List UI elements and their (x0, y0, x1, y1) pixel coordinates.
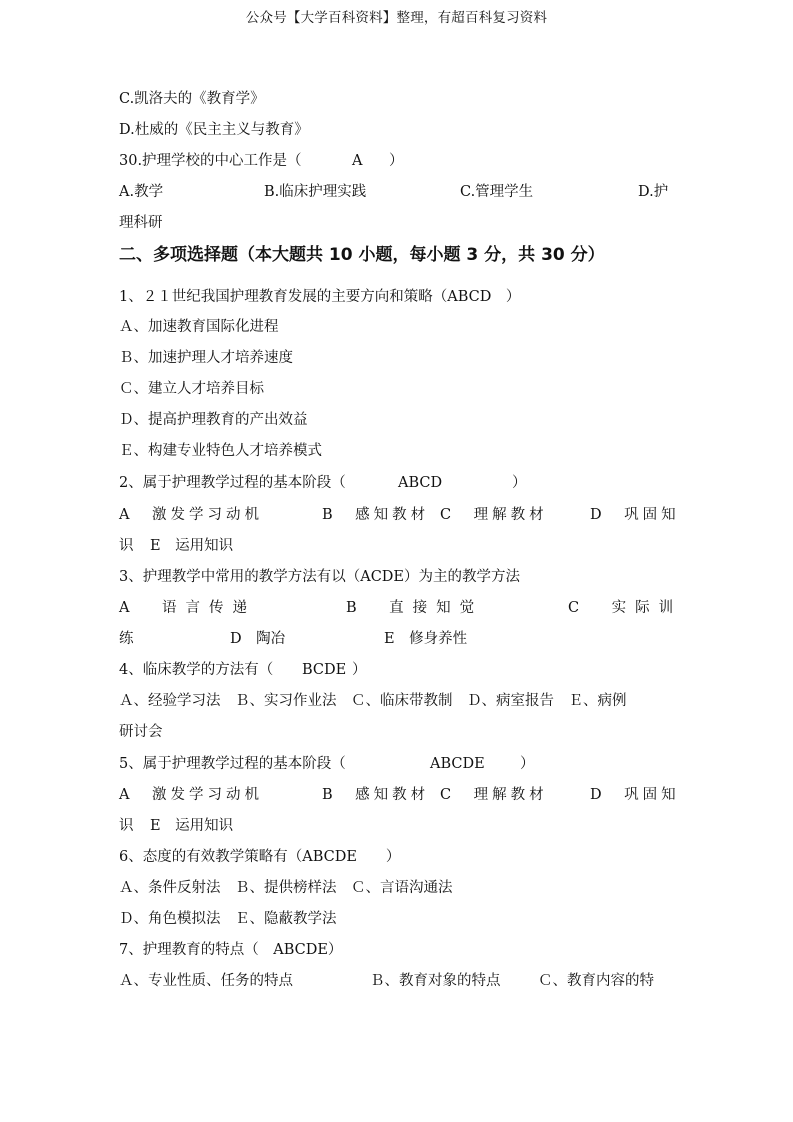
q5-option-a: A 激发学习动机 (119, 787, 263, 803)
section-title-multiple-choice: 二、多项选择题（本大题共 10 小题，每小题 3 分，共 30 分） (119, 245, 605, 265)
q3-option-c: C 实际训 (568, 600, 683, 616)
q5-option-e: E 运用知识 (150, 818, 234, 834)
q2-option-a: A 激发学习动机 (119, 507, 263, 523)
q1-stem: 1、２１世纪我国护理教育发展的主要方向和策略（ABCD ） (119, 289, 521, 305)
q3-option-d: D 陶冶 (230, 631, 286, 647)
q6-options-line1: Ａ、条件反射法 Ｂ、提供榜样法 Ｃ、言语沟通法 (119, 880, 453, 896)
q7-option-a: Ａ、专业性质、任务的特点 (119, 973, 293, 989)
q1-option-a: Ａ、加速教育国际化进程 (119, 319, 279, 335)
q2-option-d-continued: 识 (119, 538, 134, 554)
q5-close: ） (520, 756, 535, 772)
q4-stem: 4、临床教学的方法有（ (119, 662, 274, 678)
q3-option-c-continued: 练 (119, 631, 134, 647)
q7-option-c: Ｃ、教育内容的特 (538, 973, 654, 989)
q30-option-d: D.护 (638, 184, 669, 200)
q5-stem: 5、属于护理教学过程的基本阶段（ (119, 756, 346, 772)
q6-options-line2: Ｄ、角色模拟法 Ｅ、隐蔽教学法 (119, 911, 337, 927)
q5-option-c: C 理解教材 (440, 787, 548, 803)
q3-option-a: A 语言传递 (119, 600, 256, 616)
q1-option-d: Ｄ、提高护理教育的产出效益 (119, 412, 308, 428)
q3-option-b: B 直接知觉 (346, 600, 484, 616)
q30-option-b: B.临床护理实践 (264, 184, 367, 200)
q2-option-d: D 巩固知 (590, 507, 680, 523)
q30-option-a: A.教学 (119, 184, 164, 200)
q2-option-e: E 运用知识 (150, 538, 234, 554)
q7-stem: 7、护理教育的特点（ ABCDE） (119, 942, 343, 958)
q2-option-b: B 感知教材 (322, 507, 430, 523)
q5-answer: ABCDE (430, 756, 485, 772)
option-c-q29: C.凯洛夫的《教育学》 (119, 91, 265, 107)
q4-options: Ａ、经验学习法 Ｂ、实习作业法 Ｃ、临床带教制 Ｄ、病室报告 Ｅ、病例 (119, 693, 627, 709)
q3-option-e: E 修身养性 (384, 631, 468, 647)
q2-stem: 2、属于护理教学过程的基本阶段（ (119, 475, 346, 491)
q4-answer: BCDE (302, 662, 347, 678)
q6-stem: 6、态度的有效教学策略有（ABCDE ） (119, 849, 401, 865)
q2-answer: ABCD (398, 475, 443, 491)
q1-option-c: Ｃ、建立人才培养目标 (119, 381, 264, 397)
q5-option-d-continued: 识 (119, 818, 134, 834)
q30-stem: 30.护理学校的中心工作是（ (119, 153, 302, 169)
option-d-q29: D.杜威的《民主主义与教育》 (119, 122, 309, 138)
q30-option-d-continued: 理科研 (119, 215, 163, 231)
q30-close: ） (389, 153, 404, 169)
q5-option-d: D 巩固知 (590, 787, 680, 803)
q30-answer: A (352, 153, 363, 169)
q7-option-b: Ｂ、教育对象的特点 (370, 973, 501, 989)
page-header-banner: 公众号【大学百科资料】整理，有超百科复习资料 (245, 10, 548, 26)
q4-close: ） (352, 662, 367, 678)
q4-options-continued: 研讨会 (119, 724, 163, 740)
q3-stem: 3、护理教学中常用的教学方法有以（ACDE）为主的教学方法 (119, 569, 520, 585)
q1-option-e: Ｅ、构建专业特色人才培养模式 (119, 443, 322, 459)
q2-option-c: C 理解教材 (440, 507, 548, 523)
q2-close: ） (512, 475, 527, 491)
q5-option-b: B 感知教材 (322, 787, 430, 803)
q30-option-c: C.管理学生 (460, 184, 534, 200)
q1-option-b: Ｂ、加速护理人才培养速度 (119, 350, 293, 366)
